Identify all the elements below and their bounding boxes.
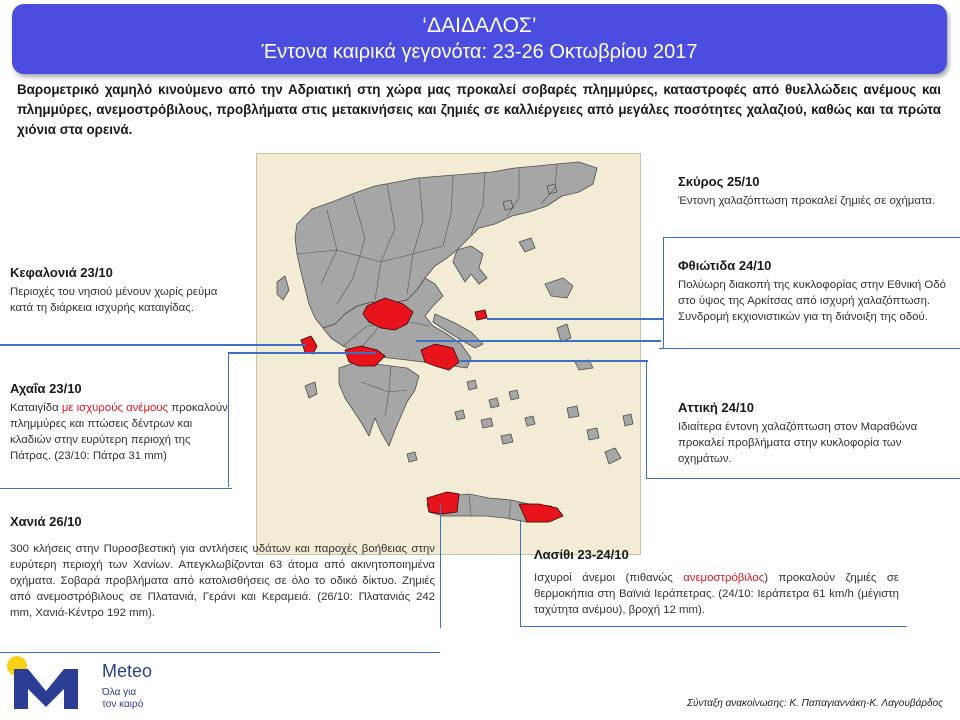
rule-attiki [646, 478, 960, 479]
callout-lasithi-text-highlight: ανεμοστρόβιλος [683, 572, 765, 584]
callout-attiki-title: Αττική 24/10 [678, 400, 754, 415]
page-title: ‘ΔΑΙΔΑΛΟΣ’ [422, 14, 537, 37]
callout-attiki [678, 399, 928, 467]
leader-achaia-link [228, 352, 376, 354]
leader-achaia [228, 352, 229, 487]
leader-fthiotida-link [416, 340, 661, 342]
leader-skyros-link [487, 318, 663, 320]
map-area-skyros [475, 310, 487, 320]
leader-attiki [646, 360, 647, 478]
map-region-lesvos [545, 278, 573, 298]
callout-kefalonia [10, 264, 225, 316]
map-area-lasithi [519, 504, 563, 522]
callout-skyros-text: Έντονη χαλαζόπτωση προκαλεί ζημιές σε οχήματα. [678, 195, 936, 207]
callout-achaia-text-highlight: με ισχυρούς ανέμους [61, 402, 169, 414]
leader-chania [440, 504, 441, 628]
map-area-chania [427, 492, 459, 514]
map-region-halkidiki [453, 246, 487, 284]
callout-achaia [10, 380, 228, 464]
logo-slogan-line1: Όλα για [102, 687, 137, 698]
rule-achaia [0, 488, 232, 489]
logo-brand: Meteo [102, 661, 153, 681]
greece-map [256, 153, 641, 555]
callout-lasithi-text-post: ) προκαλούν ζημιές σε θερμοκήπια στη Βαϊνιά Ιεράπετρας. (24/10: Ιεράπετρα 61 km/h (μέγιστη ταχύτητα ανέμου), βροχή 12 mm). [534, 572, 899, 616]
callout-skyros-title: Σκύρος 25/10 [678, 174, 760, 189]
rule-skyros [663, 237, 960, 238]
callout-achaia-text [10, 400, 228, 464]
greece-prefectures-map [257, 154, 642, 556]
callout-lasithi [534, 546, 899, 618]
leader-attiki-link [460, 360, 648, 362]
intro-paragraph: Βαρομετρικό χαμηλό κινούμενο από την Αδριατική στη χώρα μας προκαλεί σοβαρές πλημμύρες, καταστροφές από θυελλώδεις ανέμους και πλημμύρες, ανεμοστρόβιλους, προβλήματα στις μετακινήσεις και ζημιές σε καλλιέργειες από μεγάλες ποσότητες χαλαζιού, καθώς και τα πρώτα χιόνια στα ορεινά. [17, 82, 941, 137]
leader-lasithi [520, 520, 521, 626]
map-area-attiki [421, 344, 459, 370]
callout-achaia-title: Αχαΐα 23/10 [10, 381, 82, 396]
callout-chania [10, 513, 435, 621]
callout-lasithi-text [534, 570, 899, 618]
leader-kefalonia-link [0, 344, 306, 346]
callout-achaia-text-post: προκαλούν πλημμύρες και πτώσεις δέντρων και κλαδιών στην ευρύτερη περιοχή της Πάτρας. (23/10: Πάτρα 31 mm) [10, 402, 228, 462]
callout-chania-text: 300 κλήσεις στην Πυροσβεστική για αντλήσεις υδάτων και παροχές βοήθειας στην ευρύτερη περιοχή των Χανίων. Απεγκλωβίζονται 63 άτομα από ακινητοποιημένα οχήματα. Σοβαρά προβλήματα από κατολισθήσεις σε όλο το οδικό δίκτυο. Ζημιές από ανεμοστρόβιλους σε Πλατανιά, Γεράνι και Κεραμειά. (26/10: Πλατανιάς 242 mm, Χανιά-Κέντρο 192 mm). [10, 543, 435, 619]
callout-fthiotida [678, 257, 948, 325]
meteo-logo-icon [6, 655, 98, 713]
rule-chania [0, 652, 440, 653]
leader-fthiotida-skyros [663, 237, 664, 348]
callout-chania-title: Χανιά 26/10 [10, 514, 82, 529]
callout-attiki-text: Ιδιαίτερα έντονη χαλαζόπτωση στον Μαραθώνα προκαλεί προβλήματα στην κυκλοφορία των οχημάτων. [678, 421, 918, 465]
rule-lasithi [520, 626, 907, 627]
callout-lasithi-title: Λασίθι 23-24/10 [534, 547, 629, 562]
page-subtitle: Έντονα καιρικά γεγονότα: 23-26 Οκτωβρίου 2017 [261, 41, 698, 63]
callout-kefalonia-title: Κεφαλονιά 23/10 [10, 265, 113, 280]
callout-achaia-text-pre: Καταιγίδα [10, 402, 62, 414]
callout-kefalonia-text: Περιοχές του νησιού μένουν χωρίς ρεύμα κατά τη διάρκεια ισχυρής καταιγίδας. [10, 286, 218, 314]
callout-skyros [678, 173, 948, 209]
credit-line: Σύνταξη ανακοίνωσης: Κ. Παπαγιαννάκη-Κ. Λαγουβάρδος [686, 698, 943, 709]
logo-slogan-line2: τον καιρό [102, 699, 144, 710]
meteo-logo [6, 655, 166, 717]
callout-fthiotida-title: Φθιώτιδα 24/10 [678, 258, 772, 273]
callout-fthiotida-text: Πολύωρη διακοπή της κυκλοφορίας στην Εθνική Οδό στο ύψος της Αρκίτσας από ισχυρή χαλαζόπτωση. Συνδρομή εκχιονιστικών για τη διάνοιξη της οδού. [678, 279, 946, 323]
logo-slogan [102, 687, 166, 711]
callout-lasithi-text-pre: Ισχυροί άνεμοι (πιθανώς [534, 572, 684, 584]
map-region-corfu [277, 276, 289, 300]
rule-fthiotida [659, 348, 960, 349]
header-banner [12, 4, 947, 74]
map-region-peloponnese [339, 362, 419, 446]
